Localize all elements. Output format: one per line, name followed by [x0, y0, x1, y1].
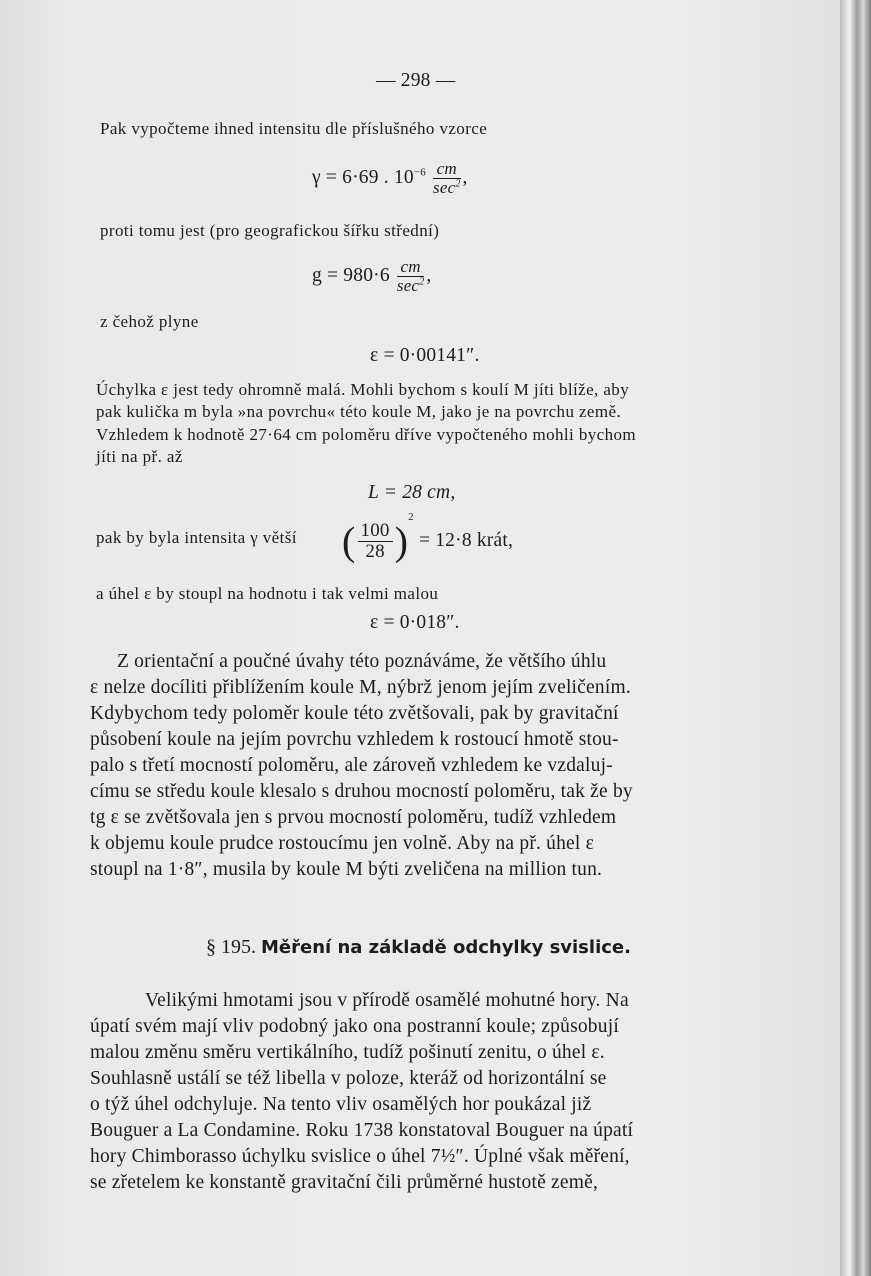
formula-epsilon-2: ε = 0·018″. [370, 612, 460, 633]
text-line: jíti na př. až [96, 447, 183, 466]
formula-tail: , [426, 264, 432, 286]
section-number: § 195. [206, 936, 256, 958]
page-number: — 298 — [376, 70, 456, 91]
text-line: malou změnu směru vertikálního, tudíž pošinutí zenitu, o úhel ε. [90, 1042, 605, 1063]
formula-text: g = 980·6 [312, 264, 390, 286]
text-line: pak by byla intensita γ větší [96, 528, 297, 547]
section-title: Měření na základě odchylky svislice. [261, 937, 631, 958]
section-heading [206, 936, 631, 959]
text-line: ε nelze docíliti přiblížením koule M, nýbrž jenom jejím zveličením. [90, 677, 631, 698]
text-line: Úchylka ε jest tedy ohromně malá. Mohli bychom s koulí M jíti blíže, aby [96, 380, 630, 399]
text-line: z čehož plyne [100, 312, 199, 331]
text-line: a úhel ε by stoupl na hodnotu i tak velmi malou [96, 584, 439, 603]
formula-text: γ = 6·69 . 10 [312, 166, 414, 188]
book-binding [840, 0, 871, 1276]
text-line: působení koule na jejím povrchu vzhledem k rostoucí hmotě stou- [90, 729, 619, 750]
text-line: stoupl na 1·8″, musila by koule M býti zveličena na million tun. [90, 859, 603, 880]
formula-L: L = 28 cm, [368, 482, 456, 503]
formula-ratio: ( $\frac{100}{28}$ )$^2$ = 12·8 krát, [342, 511, 514, 564]
text-line: proti tomu jest (pro geografickou šířku střední) [100, 221, 440, 240]
formula-fraction [358, 521, 393, 562]
fraction-denominator: sec [433, 177, 456, 197]
fraction-exponent: 2 [419, 276, 425, 288]
fraction-denominator: sec [396, 275, 420, 295]
text-line: Vzhledem k hodnotě 27·64 cm poloměru dříve vypočteného mohli bychom [96, 425, 636, 444]
text-line: Kdybychom tedy poloměr koule této zvětšovali, pak by gravitační [90, 703, 619, 724]
text-line: pak kulička m byla »na povrchu« této koule M, jako je na povrchu země. [96, 402, 622, 421]
formula-fraction [433, 160, 461, 197]
text-line: Velikými hmotami jsou v přírodě osamělé mohutné hory. Na [145, 990, 629, 1011]
text-line: palo s třetí mocností poloměru, ale zároveň vzhledem ke vzdaluj- [90, 755, 613, 776]
text-line: se zřetelem ke konstantě gravitační čili průměrné hustotě země, [90, 1172, 599, 1193]
text-line: k objemu koule prudce rostoucímu jen volně. Aby na př. úhel ε [90, 833, 594, 854]
fraction-numerator: cm [433, 160, 461, 179]
text-line: címu se středu koule klesalo s druhou mocností poloměru, tak že by [90, 781, 633, 802]
formula-epsilon-1: ε = 0·00141″. [370, 345, 480, 366]
formula-tail: , [462, 166, 468, 188]
text-line: tg ε se zvětšovala jen s prvou mocností poloměru, tudíž vzhledem [90, 807, 617, 828]
formula-gamma [312, 160, 468, 197]
text-line: Z orientační a poučné úvahy této poznáváme, že většího úhlu [117, 651, 607, 672]
formula-g [312, 258, 431, 295]
text-line: Souhlasně ustálí se též libella v poloze, kteráž od horizontální se [90, 1068, 607, 1089]
formula-tail: = 12·8 krát, [418, 530, 514, 551]
fraction-denominator: 28 [365, 541, 385, 563]
text-line: úpatí svém mají vliv podobný jako ona postranní koule; způsobují [90, 1016, 619, 1037]
formula-fraction [397, 258, 425, 295]
fraction-numerator: 100 [358, 521, 393, 542]
text-line: hory Chimborasso úchylku svislice o úhel 7½″. Úplné však měření, [90, 1146, 630, 1167]
fraction-numerator: cm [397, 258, 425, 277]
fraction-exponent: 2 [455, 178, 461, 190]
formula-exponent: −6 [413, 166, 426, 179]
text-line: Bouguer a La Condamine. Roku 1738 konstatoval Bouguer na úpatí [90, 1120, 634, 1141]
text-line: o týž úhel odchyluje. Na tento vliv osamělých hor poukázal již [90, 1094, 592, 1115]
formula-exponent: 2 [408, 511, 414, 523]
text-line: Pak vypočteme ihned intensitu dle příslušného vzorce [100, 119, 488, 138]
